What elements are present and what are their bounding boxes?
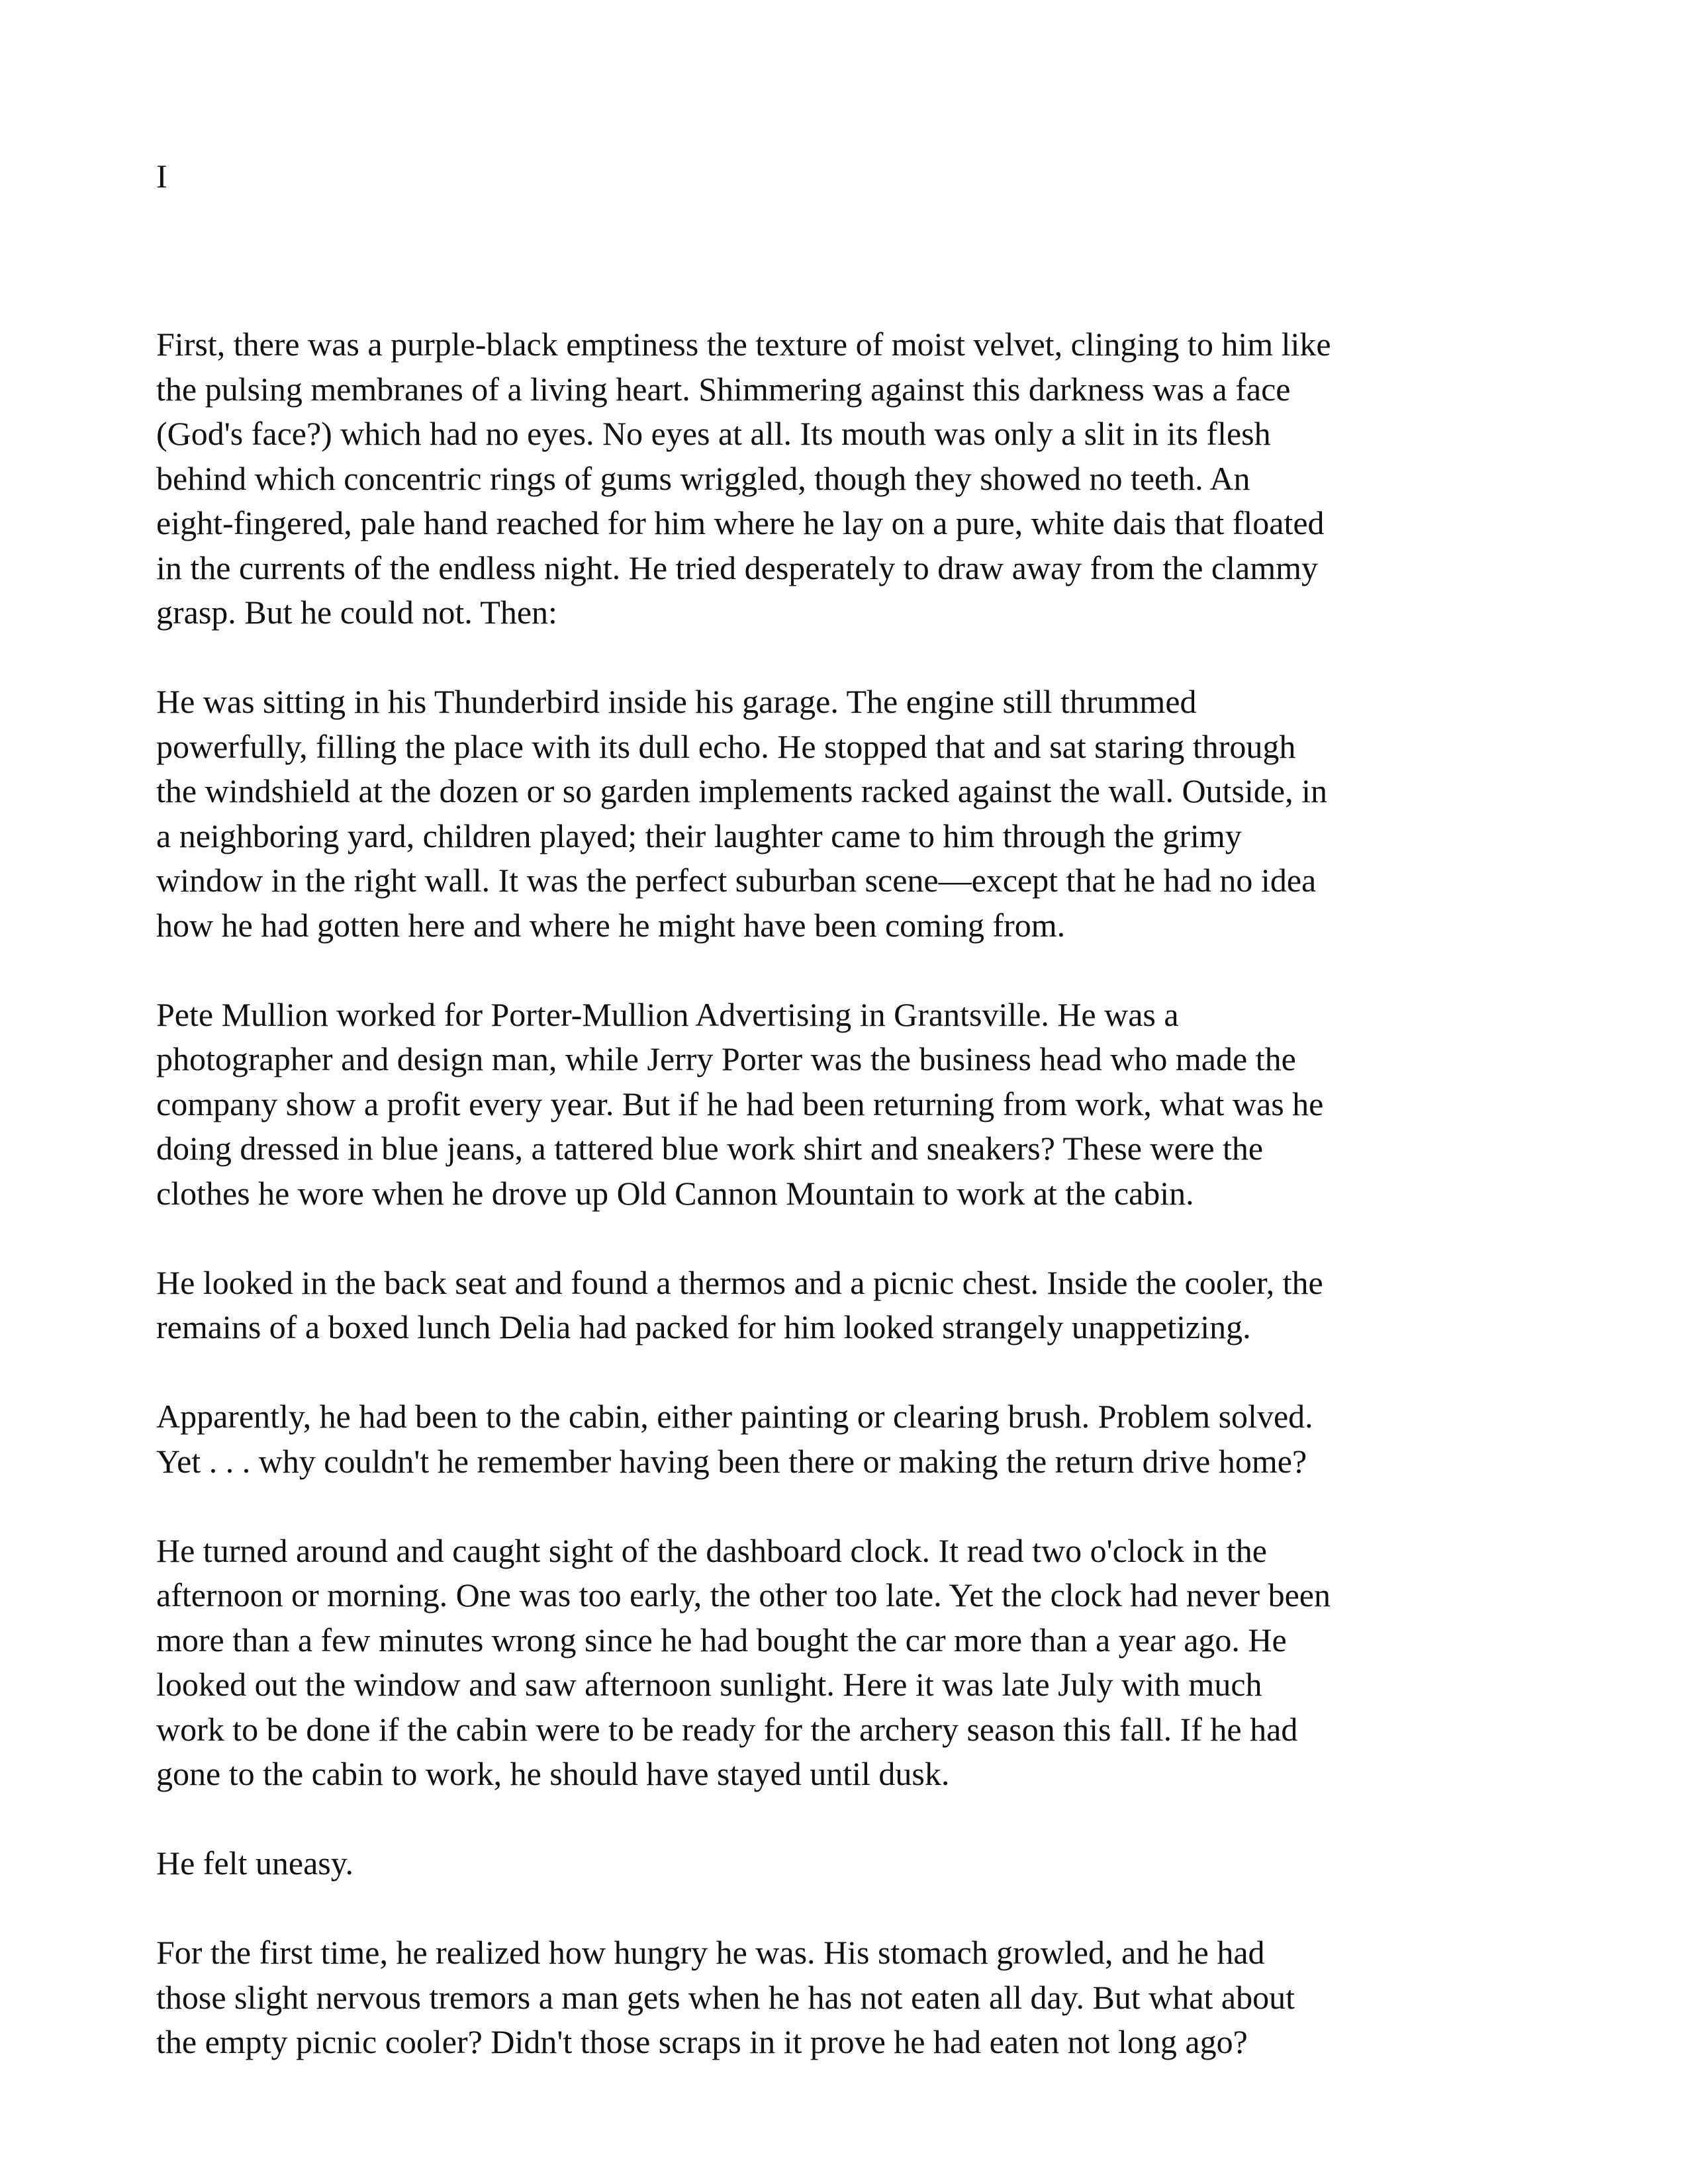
text-line: a neighboring yard, children played; their laughter came to him through the grimy bbox=[156, 817, 1242, 854]
text-line: company show a profit every year. But if he had been returning from work, what was he bbox=[156, 1085, 1324, 1122]
paragraph bbox=[156, 322, 1546, 635]
text-line: looked out the window and saw afternoon sunlight. Here it was late July with much bbox=[156, 1666, 1262, 1703]
paragraph bbox=[156, 680, 1546, 948]
text-line: clothes he wore when he drove up Old Cannon Mountain to work at the cabin. bbox=[156, 1174, 1194, 1212]
text-line: work to be done if the cabin were to be ready for the archery season this fall. If he had bbox=[156, 1710, 1298, 1748]
text-line: Yet . . . why couldn't he remember having been there or making the return drive home? bbox=[156, 1442, 1307, 1480]
text-line: eight-fingered, pale hand reached for him where he lay on a pure, white dais that floated bbox=[156, 504, 1325, 541]
body-text bbox=[156, 322, 1546, 2065]
text-line: behind which concentric rings of gums wriggled, though they showed no teeth. An bbox=[156, 459, 1250, 497]
text-line: afternoon or morning. One was too early, the other too late. Yet the clock had never been bbox=[156, 1576, 1331, 1614]
text-line: For the first time, he realized how hungry he was. His stomach growled, and he had bbox=[156, 1934, 1265, 1971]
text-line: He felt uneasy. bbox=[156, 1844, 354, 1882]
text-line: those slight nervous tremors a man gets when he has not eaten all day. But what about bbox=[156, 1978, 1295, 2016]
paragraph bbox=[156, 993, 1546, 1216]
text-line: powerfully, filling the place with its dull echo. He stopped that and sat staring through bbox=[156, 727, 1296, 765]
text-line: (God's face?) which had no eyes. No eyes at all. Its mouth was only a slit in its flesh bbox=[156, 415, 1271, 452]
text-line: grasp. But he could not. Then: bbox=[156, 594, 557, 631]
paragraph bbox=[156, 1394, 1546, 1484]
text-line: more than a few minutes wrong since he had bought the car more than a year ago. He bbox=[156, 1621, 1287, 1659]
text-line: window in the right wall. It was the perfect suburban scene—except that he had no idea bbox=[156, 862, 1317, 899]
paragraph bbox=[156, 1529, 1546, 1797]
text-line: He turned around and caught sight of the dashboard clock. It read two o'clock in the bbox=[156, 1531, 1267, 1569]
text-line: the pulsing membranes of a living heart. Shimmering against this darkness was a face bbox=[156, 370, 1291, 408]
text-line: Apparently, he had been to the cabin, either painting or clearing brush. Problem solved. bbox=[156, 1398, 1313, 1435]
text-line: how he had gotten here and where he might have been coming from. bbox=[156, 906, 1066, 944]
text-line: in the currents of the endless night. He tried desperately to draw away from the clammy bbox=[156, 549, 1318, 586]
paragraph bbox=[156, 1931, 1546, 2065]
text-line: He looked in the back seat and found a thermos and a picnic chest. Inside the cooler, the bbox=[156, 1263, 1323, 1301]
paragraph bbox=[156, 1261, 1546, 1350]
text-line: the empty picnic cooler? Didn't those scraps in it prove he had eaten not long ago? bbox=[156, 2023, 1248, 2060]
text-line: the windshield at the dozen or so garden implements racked against the wall. Outside, in bbox=[156, 772, 1327, 809]
chapter-number: I bbox=[156, 158, 167, 195]
text-line: Pete Mullion worked for Porter-Mullion Advertising in Grantsville. He was a bbox=[156, 995, 1179, 1033]
paragraph bbox=[156, 1841, 1546, 1886]
text-line: doing dressed in blue jeans, a tattered blue work shirt and sneakers? These were the bbox=[156, 1130, 1264, 1167]
text-line: First, there was a purple-black emptiness the texture of moist velvet, clinging to him like bbox=[156, 326, 1331, 363]
text-line: He was sitting in his Thunderbird inside his garage. The engine still thrummed bbox=[156, 683, 1197, 720]
text-line: gone to the cabin to work, he should have stayed until dusk. bbox=[156, 1755, 950, 1792]
text-line: remains of a boxed lunch Delia had packed for him looked strangely unappetizing. bbox=[156, 1308, 1251, 1345]
text-line: photographer and design man, while Jerry Porter was the business head who made the bbox=[156, 1040, 1296, 1077]
